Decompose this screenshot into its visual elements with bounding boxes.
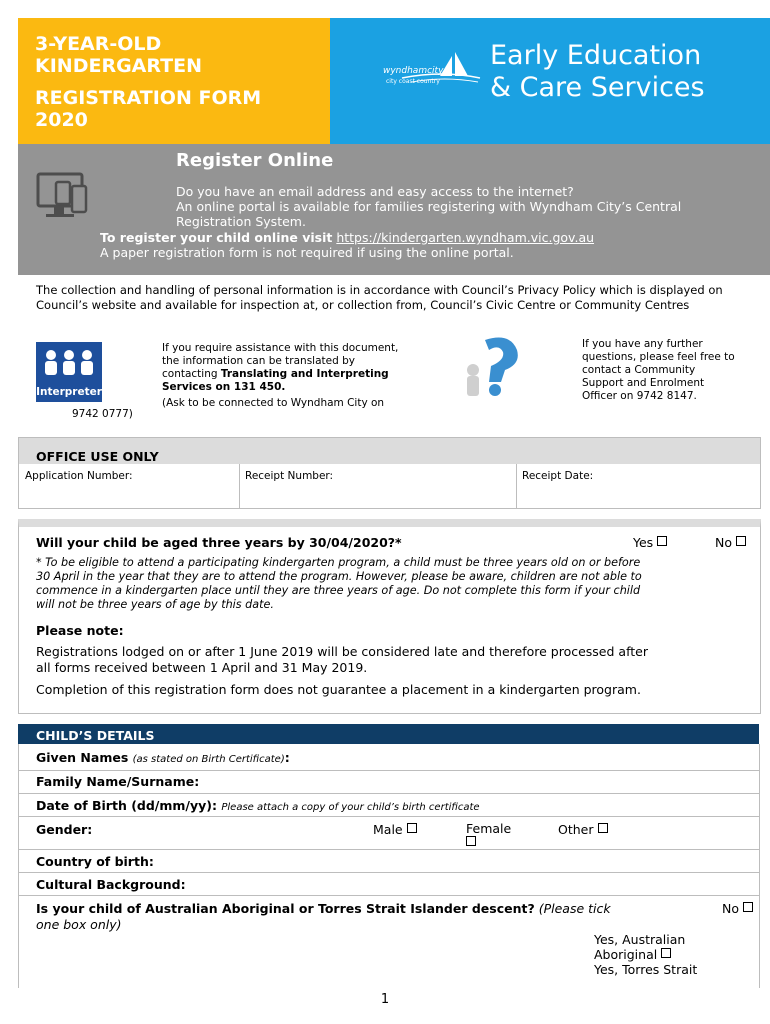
form-title-line-1: 3-YEAR-OLD xyxy=(35,33,162,55)
register-line-5: A paper registration form is not required if using the online portal. xyxy=(100,245,514,260)
dob-hint: Please attach a copy of your child’s birth certificate xyxy=(221,802,480,813)
help-line-5: Officer on 9742 8147. xyxy=(582,390,697,402)
interpreter-line-4-bold: Services on 131 450. xyxy=(162,381,286,393)
interpreter-logo xyxy=(36,342,102,402)
late-registration-note xyxy=(36,644,746,676)
dob-text: Date of Birth (dd/mm/yy): xyxy=(36,798,217,813)
gender-male-checkbox[interactable] xyxy=(407,823,417,833)
gender-other-label: Other xyxy=(558,822,594,837)
interpreter-line-1: If you require assistance with this document, xyxy=(162,342,399,354)
atsi-question-text: Is your child of Australian Aboriginal or Torres Strait Islander descent? xyxy=(36,901,535,916)
country-of-birth-label: Country of birth: xyxy=(36,854,154,869)
date-of-birth-row[interactable] xyxy=(18,794,759,817)
interpreter-line-2: the information can be translated by xyxy=(162,355,355,367)
interpreter-line-3a: contacting xyxy=(162,368,221,380)
age-no-label: No xyxy=(715,535,732,550)
age-question: Will your child be aged three years by 30/04/2020?* xyxy=(36,535,402,550)
register-portal-link[interactable]: https://kindergarten.wyndham.vic.gov.au xyxy=(336,230,595,245)
privacy-statement: The collection and handling of personal information is in accordance with Council’s Privacy Policy which is displayed on Council’s website and available for inspection at, or collection from, Council’s Civic Centre or Community Centres xyxy=(36,283,723,312)
dob-label xyxy=(36,798,480,813)
age-no-checkbox[interactable] xyxy=(736,536,746,546)
childs-details-header xyxy=(18,724,759,744)
eligibility-note-line-2: 30 April in the year that they are to attend the program. However, please be aware, children are not able to xyxy=(36,570,642,583)
register-online-title: Register Online xyxy=(176,150,334,171)
country-of-birth-row[interactable] xyxy=(18,850,759,873)
register-cta xyxy=(100,230,594,245)
gender-female-option[interactable] xyxy=(466,822,526,850)
childs-details-title: CHILD’S DETAILS xyxy=(36,728,155,743)
logo-tagline: city coast country xyxy=(386,78,440,85)
office-divider-2 xyxy=(516,464,517,508)
brand-title xyxy=(490,40,705,104)
given-names-hint: (as stated on Birth Certificate) xyxy=(132,754,285,765)
atsi-aboriginal-checkbox[interactable] xyxy=(661,948,671,958)
gender-male-option[interactable] xyxy=(373,822,417,837)
help-line-3: contact a Community xyxy=(582,364,696,376)
gender-label: Gender: xyxy=(36,822,93,837)
atsi-aboriginal-line-1: Yes, Australian xyxy=(594,932,686,947)
interpreter-label: Interpreter xyxy=(36,386,102,398)
brand-line-1: Early Education xyxy=(490,40,702,71)
register-line-3: Registration System. xyxy=(176,214,306,229)
cultural-background-row[interactable] xyxy=(18,873,759,896)
brand-banner xyxy=(330,18,770,144)
receipt-number-field[interactable]: Receipt Number: xyxy=(245,470,334,482)
application-number-field[interactable]: Application Number: xyxy=(25,470,133,482)
atsi-hint-1: (Please tick xyxy=(538,901,611,916)
devices-icon xyxy=(34,168,92,226)
eligibility-note-line-1: * To be eligible to attend a participating kindergarten program, a child must be three years old on or before xyxy=(36,556,641,569)
late-note-line-2: all forms received between 1 April and 31 May 2019. xyxy=(36,660,368,675)
gender-male-label: Male xyxy=(373,822,403,837)
eligibility-note-line-3: commence in a kindergarten place until they are three years of age. Do not complete this form if your child xyxy=(36,584,641,597)
atsi-row xyxy=(18,896,759,988)
cultural-background-label: Cultural Background: xyxy=(36,877,186,892)
interpreter-line-3 xyxy=(162,368,452,381)
office-use-title: OFFICE USE ONLY xyxy=(36,449,159,464)
age-yes-option[interactable] xyxy=(633,535,667,550)
atsi-no-label: No xyxy=(722,901,739,916)
atsi-hint-2: one box only) xyxy=(36,917,122,932)
completion-note: Completion of this registration form does not guarantee a placement in a kindergarten program. xyxy=(36,682,641,697)
help-line-2: questions, please feel free to xyxy=(582,351,735,363)
eligibility-note xyxy=(36,556,736,612)
brand-line-2: & Care Services xyxy=(490,72,705,103)
gender-other-checkbox[interactable] xyxy=(598,823,608,833)
form-title-line-4: 2020 xyxy=(35,109,88,131)
given-names-text: Given Names xyxy=(36,750,129,765)
form-title-line-3: REGISTRATION FORM xyxy=(35,87,262,109)
atsi-question xyxy=(36,901,716,933)
atsi-no-checkbox[interactable] xyxy=(743,902,753,912)
interpreter-line-5: (Ask to be connected to Wyndham City on xyxy=(162,397,385,409)
please-note-heading: Please note: xyxy=(36,623,124,638)
office-divider-1 xyxy=(239,464,240,508)
gender-row xyxy=(18,817,759,850)
gender-other-option[interactable] xyxy=(558,822,608,837)
atsi-aboriginal-line-2-wrap xyxy=(594,947,697,962)
gender-female-label: Female xyxy=(466,821,512,836)
given-names-label xyxy=(36,750,290,765)
age-no-option[interactable] xyxy=(715,535,746,550)
late-note-line-1: Registrations lodged on or after 1 June 2019 will be considered late and therefore processed after xyxy=(36,644,648,659)
interpreter-text xyxy=(162,342,452,410)
atsi-no-option[interactable] xyxy=(722,901,753,916)
interpreter-line-4 xyxy=(162,381,452,394)
age-yes-label: Yes xyxy=(633,535,654,550)
interpreter-phone: 9742 0777) xyxy=(72,408,133,420)
given-names-row[interactable] xyxy=(18,744,759,771)
page-number: 1 xyxy=(380,992,390,1007)
help-line-1: If you have any further xyxy=(582,338,703,350)
atsi-aboriginal-line-2: Aboriginal xyxy=(594,947,658,962)
atsi-yes-aboriginal-option[interactable] xyxy=(594,932,697,977)
help-line-4: Support and Enrolment xyxy=(582,377,705,389)
help-text xyxy=(582,338,762,403)
register-line-2: An online portal is available for families registering with Wyndham City’s Central xyxy=(176,199,682,214)
atsi-torres-strait-label: Yes, Torres Strait xyxy=(594,962,698,977)
family-name-row[interactable] xyxy=(18,771,759,794)
interpreter-people-icon xyxy=(42,348,96,378)
family-name-label: Family Name/Surname: xyxy=(36,774,200,789)
age-eligibility-section xyxy=(18,519,761,714)
receipt-date-field[interactable]: Receipt Date: xyxy=(522,470,594,482)
register-cta-text: To register your child online visit xyxy=(100,230,333,245)
logo-wordmark: wyndhamcity xyxy=(383,66,444,76)
form-title-block xyxy=(18,18,330,144)
given-names-colon: : xyxy=(284,750,290,765)
office-use-section xyxy=(18,437,761,509)
register-online-band xyxy=(18,144,770,275)
age-yes-checkbox[interactable] xyxy=(657,536,667,546)
gender-female-checkbox[interactable] xyxy=(466,836,476,846)
child-section-right-border xyxy=(759,744,760,988)
register-line-1: Do you have an email address and easy access to the internet? xyxy=(176,184,574,199)
interpreter-line-3b: Translating and Interpreting xyxy=(220,368,389,380)
form-title-line-2: KINDERGARTEN xyxy=(35,55,202,77)
question-mark-icon xyxy=(455,330,525,400)
eligibility-note-line-4: will not be three years of age by this date. xyxy=(36,598,274,611)
